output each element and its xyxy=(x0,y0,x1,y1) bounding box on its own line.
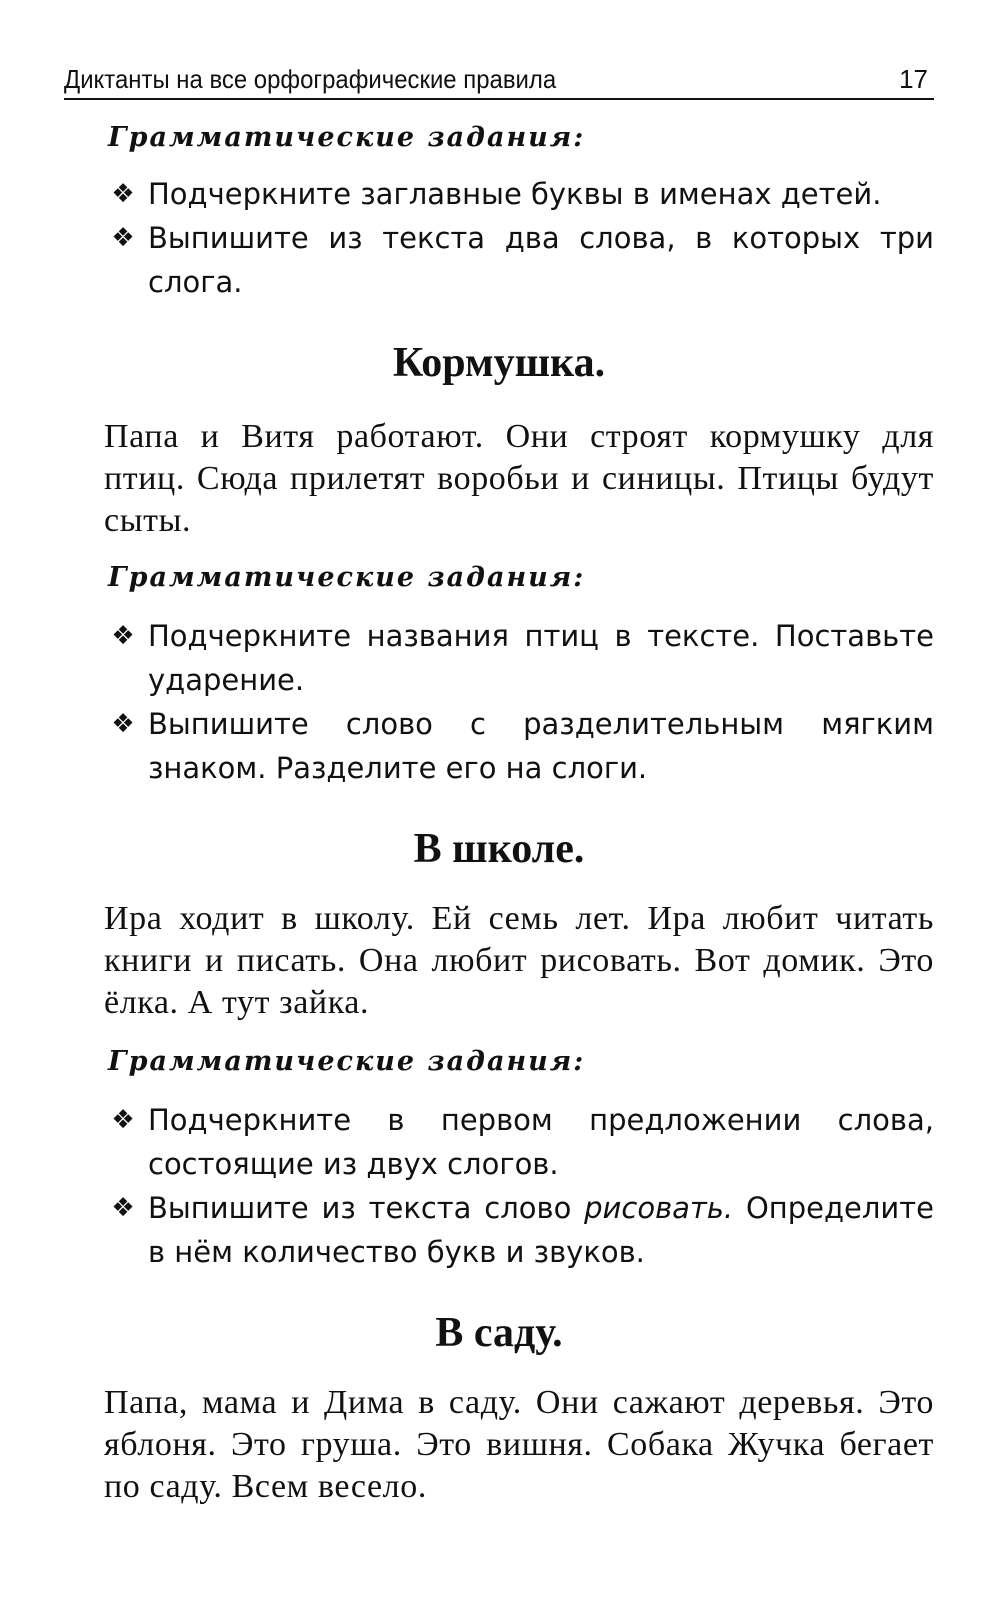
section3-text: Ира ходит в школу. Ей семь лет. Ира любит читать книги и писать. Она любит рисовать. Вот домик. Это ёлка. А тут зайка. xyxy=(104,900,934,1021)
section2-tasks-heading: Грамматические задания: xyxy=(108,562,586,593)
section4-text: Папа, мама и Дима в саду. Они сажают деревья. Это яблоня. Это груша. Это вишня. Собака Жучка бегает по саду. Всем весело. xyxy=(104,1384,934,1505)
diamond-bullet-icon: ❖ xyxy=(111,223,135,253)
section3-task-list xyxy=(64,1098,934,1274)
diamond-bullet-icon: ❖ xyxy=(111,709,135,739)
running-title: Диктанты на все орфографические правила xyxy=(64,64,557,94)
task-text: Выпишите слово с разделительным мягким знаком. Разделите его на слоги. xyxy=(148,707,934,785)
diamond-bullet-icon: ❖ xyxy=(111,621,135,651)
task-item xyxy=(64,1098,934,1186)
section1-task-list xyxy=(64,172,934,304)
page-number: 17 xyxy=(899,64,928,94)
diamond-bullet-icon: ❖ xyxy=(111,1105,135,1135)
task-text: Подчеркните в первом предложении слова, состоящие из двух слогов. xyxy=(148,1103,934,1181)
task-text: Выпишите из текста два слова, в которых три слога. xyxy=(148,221,934,299)
task-item xyxy=(64,172,934,216)
task-item xyxy=(64,216,934,304)
section2-task-list xyxy=(64,614,934,790)
task-text-start: Выпишите из текста слово xyxy=(148,1191,585,1225)
task-item xyxy=(64,1186,934,1274)
diamond-bullet-icon: ❖ xyxy=(111,179,135,209)
task-item xyxy=(64,614,934,702)
section3-title: В школе. xyxy=(413,826,585,872)
section3-tasks-heading: Грамматические задания: xyxy=(108,1046,586,1077)
diamond-bullet-icon: ❖ xyxy=(111,1193,135,1223)
task-item xyxy=(64,702,934,790)
running-head xyxy=(64,58,934,100)
book-page xyxy=(64,58,934,1508)
section2-text: Папа и Витя работают. Они строят кормушку для птиц. Сюда прилетят воробьи и синицы. Птицы будут сыты. xyxy=(104,418,934,539)
task-text-end: Определите в нём количество букв и звуков. xyxy=(148,1191,934,1269)
task-text: Подчеркните названия птиц в тексте. Поставьте ударение. xyxy=(148,619,934,697)
section1-tasks-heading: Грамматические задания: xyxy=(108,122,586,153)
task-text: Подчеркните заглавные буквы в именах детей. xyxy=(148,177,882,211)
task-text-italic-word: рисовать. xyxy=(584,1191,734,1225)
section2-title: Кормушка. xyxy=(392,340,606,386)
section4-title: В саду. xyxy=(435,1310,563,1356)
